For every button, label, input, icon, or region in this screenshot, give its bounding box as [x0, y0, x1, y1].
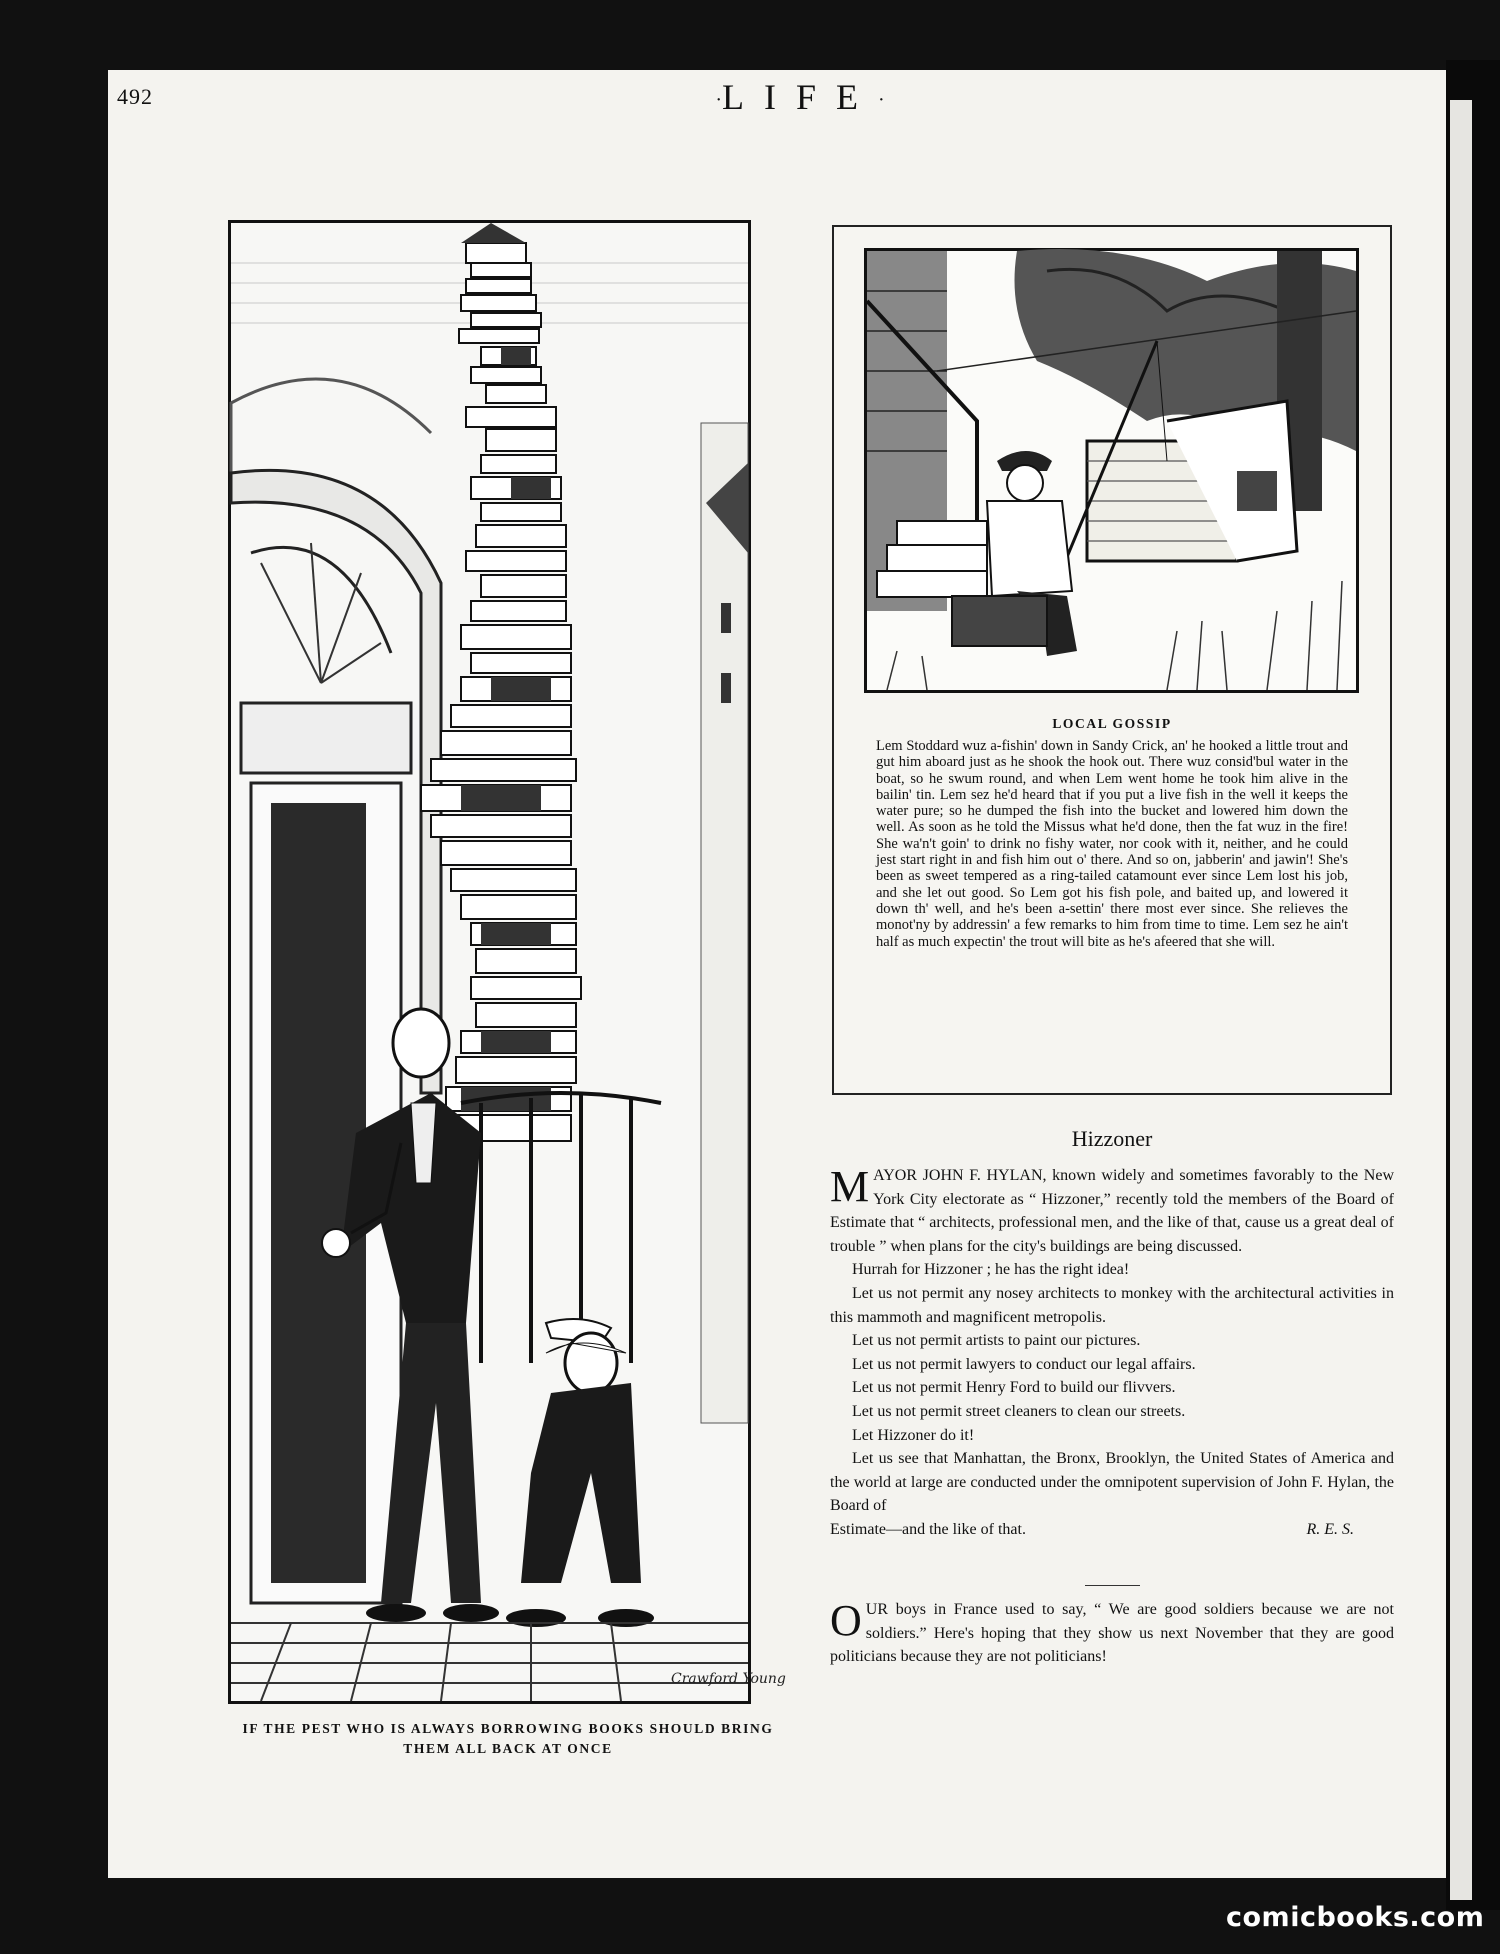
cartoon-caption-line1: IF THE PEST WHO IS ALWAYS BORROWING BOOKS SHOULD BRING — [242, 1721, 774, 1736]
article-paragraph: Let us not permit Henry Ford to build our flivvers. — [852, 1379, 1176, 1397]
cartoon-caption — [228, 1719, 788, 1759]
man-fishing-in-well-drawing — [867, 251, 1356, 690]
article-paragraph: Let us see that Manhattan, the Bronx, Brooklyn, the United States of America and the world at large are conducted under the omnipotent supervision of John F. Hylan, the Board of — [830, 1450, 1394, 1515]
article-paragraph: Let Hizzoner do it! — [852, 1426, 975, 1444]
watermark: comicbooks.com — [1226, 1902, 1485, 1933]
article-closing-text: Estimate—and the like of that. — [830, 1520, 1026, 1538]
cartoon-caption-line2: THEM ALL BACK AT ONCE — [403, 1741, 613, 1756]
cartoon-illustration — [228, 220, 786, 1704]
second-article — [830, 1598, 1394, 1669]
masthead — [650, 76, 950, 118]
masthead-title: LIFE — [722, 77, 878, 117]
section-divider — [1085, 1585, 1140, 1586]
article-paragraph: Let us not permit any nosey architects to monkey with the architectural activities in this mammoth and magnificent metropolis. — [830, 1284, 1394, 1326]
second-article-text — [830, 1598, 1394, 1669]
drop-cap: M — [830, 1162, 870, 1211]
article-body — [830, 1164, 1394, 1542]
gossip-title: LOCAL GOSSIP — [1052, 716, 1172, 731]
book-tower-drawing — [231, 223, 786, 1701]
artist-signature: Crawford Young — [671, 1671, 786, 1687]
article-paragraph: Let us not permit lawyers to conduct our legal affairs. — [852, 1355, 1196, 1373]
masthead-dot-right: · — [878, 89, 885, 112]
article-lead — [830, 1164, 1394, 1258]
article-paragraph: Hurrah for Hizzoner ; he has the right idea! — [852, 1261, 1130, 1279]
article-paragraph: Let us not permit street cleaners to clean our streets. — [852, 1402, 1186, 1420]
article-closing-line — [830, 1518, 1394, 1542]
article-lead-text: AYOR JOHN F. HYLAN, known widely and sometimes favorably to the New York City electorate as “ Hizzoner,” recently told the members of the Board of Estimate that “ architects, professional men, and the like of that, cause us a great deal of trouble ” when plans for the city's buildings are being discussed. — [830, 1167, 1394, 1255]
second-article-body: UR boys in France used to say, “ We are good soldiers because we are not soldiers.” Here's hoping that they show us next November that they are good politicians because they are not politicians! — [830, 1601, 1394, 1666]
page-number: 492 — [117, 84, 153, 109]
next-page-edge — [1450, 100, 1472, 1900]
article-paragraph: Let us not permit artists to paint our pictures. — [852, 1332, 1141, 1350]
drop-cap: O — [830, 1596, 862, 1645]
gossip-paragraph: Lem Stoddard wuz a-fishin' down in Sandy Crick, an' he hooked a little trout and gut him aboard just as he shook the hook out. There wuz consid'bul water in the boat, so he swum round, and when Lem went home he took him alive in the bailin' tin. Lem sez he'd heard that if you put a live fish in the well it keeps the water pure; so he dumped the fish into the bucket and lowered him down the well. As soon as he told the Missus what he'd done, then the fat wuz in the fire! She wa'n't goin' to drink no fishy water, nor cook with it, neither, and he could jest start right in and fish him out o' there. And so on, jabberin' and jawin'! She's been as sweet tempered as a ring-tailed catamount ever since Lem lost his job, and she let out good. So Lem got his fish pole, and baited up, and lowered it down th' well, and he's been a-settin' there most ever since. She relieves the monot'ny by addressin' a few remarks to him from time to time. Lem sez he ain't half as much expectin' the trout will bite as he's afeered that she will. — [876, 738, 1348, 950]
gossip-body — [876, 738, 1348, 950]
article-title: Hizzoner — [1071, 1126, 1153, 1151]
masthead-dot-left: · — [715, 89, 722, 112]
article-signature: R. E. S. — [1306, 1520, 1354, 1538]
fishing-illustration — [864, 248, 1359, 693]
page-gutter — [1446, 60, 1500, 1910]
